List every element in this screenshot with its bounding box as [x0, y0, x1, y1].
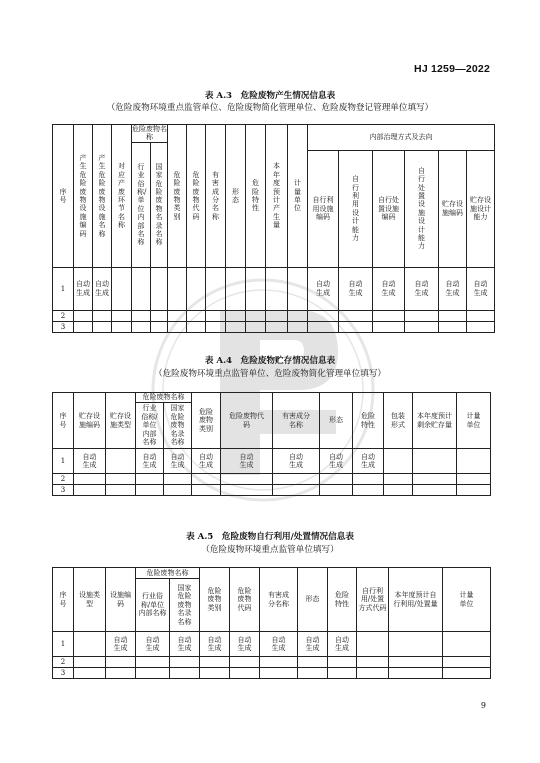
cell-text: 本年度预计剩余贮存量 — [417, 412, 452, 429]
header-catalog-name — [164, 403, 192, 449]
table-cell — [230, 632, 260, 657]
header-self-dispose-capacity — [405, 150, 439, 267]
table-cell: 1 — [53, 449, 74, 474]
header-facility-type — [74, 568, 106, 632]
cell-text: 自动生成 — [207, 635, 222, 652]
header-unit — [457, 393, 491, 449]
cell-text: 自动生成 — [305, 635, 320, 652]
header-annual — [389, 568, 443, 632]
cell-text: 国家危险废物名录名称 — [170, 404, 185, 447]
cell-text: 产生危险废物设施名称 — [98, 153, 106, 238]
cell-text: 自动生成 — [82, 452, 97, 469]
table-cell — [170, 657, 200, 668]
table-cell — [457, 474, 491, 485]
header-seq — [53, 125, 74, 268]
cell-text: 自动生成 — [113, 635, 128, 652]
table-cell — [200, 632, 230, 657]
table-cell — [405, 321, 439, 332]
table-cell — [168, 267, 187, 310]
table-cell — [439, 321, 467, 332]
header-stock — [413, 393, 457, 449]
table-cell — [93, 267, 112, 310]
cell-text: 自动生成 — [329, 452, 343, 469]
header-storage-code — [439, 150, 467, 267]
cell-text: 危险废物代码 — [192, 170, 200, 221]
cell-text: 贮存设施类型 — [110, 412, 131, 429]
header-industry-name — [132, 142, 151, 267]
table-cell — [221, 474, 273, 485]
header-harmful — [260, 568, 298, 632]
table-cell — [389, 632, 443, 657]
table-cell — [168, 321, 187, 332]
cell-text: 自动生成 — [271, 635, 286, 652]
table-cell — [389, 668, 443, 679]
table-cell — [136, 449, 164, 474]
table-cell — [443, 657, 491, 668]
cell-text: 自动生成 — [170, 452, 185, 469]
header-form: 形态 — [320, 393, 353, 449]
cell-text: 自动生成 — [95, 280, 109, 297]
table-cell — [273, 485, 320, 496]
table-cell — [132, 310, 151, 321]
table-cell — [206, 321, 226, 332]
page-number: 9 — [480, 701, 486, 710]
table-cell — [273, 449, 320, 474]
cell-text: 序号 — [59, 412, 67, 429]
header-category — [168, 125, 187, 268]
table-cell — [112, 267, 132, 310]
table-cell — [457, 449, 491, 474]
table-cell — [339, 267, 373, 310]
header-industry-name — [136, 579, 170, 632]
header-catalog-name — [151, 142, 168, 267]
table-cell — [93, 310, 112, 321]
table-cell: 1 — [53, 267, 74, 310]
table-a4-title: 表 A.4 危险废物贮存情况信息表 — [204, 356, 336, 366]
table-cell — [288, 321, 308, 332]
cell-text: 自行利用/处置方式代码 — [358, 586, 387, 612]
table-cell — [106, 657, 136, 668]
table-cell — [226, 310, 246, 321]
table-cell — [288, 267, 308, 310]
table-cell — [187, 267, 206, 310]
table-row — [53, 485, 491, 496]
header-self-use-capacity — [339, 150, 373, 267]
table-cell — [168, 310, 187, 321]
cell-text: 贮存设施编码 — [79, 412, 100, 429]
cell-text: 包装形式 — [391, 412, 405, 429]
table-cell — [357, 632, 389, 657]
table-cell — [308, 321, 339, 332]
table-cell — [266, 267, 288, 310]
table-cell — [164, 485, 192, 496]
table-cell — [74, 321, 93, 332]
cell-text: 自动生成 — [316, 280, 330, 297]
cell-text: 自动生成 — [361, 452, 375, 469]
table-row — [53, 632, 491, 657]
cell-text: 有害成分名称 — [268, 591, 289, 608]
table-cell — [266, 310, 288, 321]
table-cell — [170, 668, 200, 679]
table-a4 — [52, 392, 491, 496]
table-cell — [106, 485, 136, 496]
table-row — [53, 657, 491, 668]
table-cell — [405, 267, 439, 310]
table-cell — [384, 449, 413, 474]
cell-text: 本年度预计自行利用/处置量 — [393, 591, 438, 608]
cell-text: 计量单位 — [459, 591, 474, 608]
table-cell — [132, 321, 151, 332]
table-cell — [328, 657, 357, 668]
table-cell — [200, 657, 230, 668]
table-row — [53, 267, 495, 310]
table-cell — [136, 485, 164, 496]
table-cell — [226, 321, 246, 332]
table-cell — [373, 321, 405, 332]
header-annual-amount — [266, 125, 288, 268]
table-cell — [467, 321, 495, 332]
table-cell — [439, 310, 467, 321]
table-cell — [106, 449, 136, 474]
cell-text: 有害成分名称 — [212, 170, 219, 221]
table-cell — [443, 632, 491, 657]
header-category — [192, 393, 221, 449]
table-cell — [339, 310, 373, 321]
cell-text: 自动生成 — [381, 280, 396, 297]
cell-text: 自动生成 — [414, 280, 429, 297]
table-cell — [74, 474, 106, 485]
table-cell — [136, 668, 170, 679]
table-row — [53, 310, 495, 321]
table-cell — [170, 632, 200, 657]
table-cell — [221, 485, 273, 496]
header-harmful — [273, 393, 320, 449]
header-harmful — [206, 125, 226, 268]
table-cell — [93, 321, 112, 332]
table-row — [53, 449, 491, 474]
table-cell — [74, 449, 106, 474]
header-disposal-group: 内部治理方式及去向 — [308, 125, 495, 151]
header-self-dispose-code — [373, 150, 405, 267]
table-cell: 3 — [53, 485, 74, 496]
cell-text: 本年度预计产生量 — [273, 162, 280, 230]
cell-text: 危险特性 — [361, 412, 375, 429]
table-cell — [200, 668, 230, 679]
cell-text: 危险特性 — [335, 591, 349, 608]
cell-text: 自动生成 — [348, 280, 363, 297]
table-cell — [226, 267, 246, 310]
cell-text: 自动生成 — [142, 452, 157, 469]
table-cell — [373, 267, 405, 310]
table-cell — [246, 310, 266, 321]
header-category — [200, 568, 230, 632]
table-row — [53, 474, 491, 485]
table-cell — [457, 485, 491, 496]
table-cell — [320, 474, 353, 485]
table-cell — [298, 632, 328, 657]
cell-text: 危险废物类别 — [207, 586, 222, 612]
table-cell — [413, 474, 457, 485]
cell-text: 危险废物类别 — [199, 407, 213, 433]
cell-text: 设施类型 — [79, 591, 100, 608]
table-cell — [413, 449, 457, 474]
table-cell — [151, 321, 168, 332]
table-cell — [467, 310, 495, 321]
table-a3-title: 表 A.3 危险废物产生情况信息表 — [204, 91, 336, 101]
header-catalog-name — [170, 579, 200, 632]
table-cell — [357, 668, 389, 679]
table-cell: 2 — [53, 474, 74, 485]
table-cell: 2 — [53, 310, 74, 321]
cell-text: 自行利用设计能力 — [352, 175, 359, 243]
cell-text: 产生危险废物设施编码 — [79, 153, 87, 238]
table-cell — [112, 310, 132, 321]
table-row — [53, 668, 491, 679]
table-cell — [74, 310, 93, 321]
header-property — [328, 568, 357, 632]
table-cell — [384, 474, 413, 485]
header-waste-name-group: 危险废物名称 — [136, 393, 192, 403]
table-cell — [187, 310, 206, 321]
table-cell — [151, 310, 168, 321]
header-self-use-code — [308, 150, 339, 267]
header-facility-code — [74, 393, 106, 449]
cell-text: 自动生成 — [335, 635, 349, 652]
header-waste-name-group: 危险废物名称 — [136, 568, 200, 579]
table-cell — [373, 310, 405, 321]
cell-text: 自动生成 — [445, 280, 460, 297]
cell-text: 危险废物代码 — [229, 412, 264, 429]
table-cell: 1 — [53, 632, 74, 657]
table-cell — [405, 310, 439, 321]
table-cell — [192, 474, 221, 485]
table-cell — [74, 632, 106, 657]
table-cell — [136, 474, 164, 485]
table-cell — [112, 321, 132, 332]
header-seq — [53, 568, 74, 632]
document-id: HJ 1259—2022 — [414, 63, 490, 75]
table-cell — [308, 310, 339, 321]
table-cell — [266, 321, 288, 332]
table-row — [53, 321, 495, 332]
table-cell — [328, 632, 357, 657]
table-cell — [357, 657, 389, 668]
table-cell — [353, 485, 384, 496]
table-cell — [74, 668, 106, 679]
cell-text: 形态 — [232, 187, 239, 204]
table-cell — [260, 657, 298, 668]
table-cell — [136, 632, 170, 657]
header-storage-capacity — [467, 150, 495, 267]
table-cell: 3 — [53, 668, 74, 679]
cell-text: 国家危险废物名录名称 — [155, 162, 163, 247]
cell-text: 设施编码 — [110, 591, 131, 608]
cell-text: 自动生成 — [177, 635, 192, 652]
table-cell — [192, 449, 221, 474]
header-industry-name — [136, 403, 164, 449]
cell-text: 自动生成 — [473, 280, 488, 297]
cell-text: 自行利用设施编码 — [312, 196, 334, 222]
cell-text: 行业俗称/单位内部名称 — [137, 162, 147, 247]
table-a5-subtitle: （危险废物环境重点监管单位填写） — [201, 545, 339, 555]
table-cell — [443, 668, 491, 679]
table-cell — [328, 668, 357, 679]
cell-text: 贮存设施设计能力 — [470, 196, 492, 222]
cell-text: 序号 — [59, 187, 67, 204]
cell-text: 计量单位 — [294, 179, 301, 213]
cell-text: 危险废物代码 — [237, 586, 252, 612]
header-code — [221, 393, 273, 449]
cell-text: 自动生成 — [199, 452, 213, 469]
cell-text: 自动生成 — [237, 635, 252, 652]
table-cell — [413, 485, 457, 496]
cell-text: 自动生成 — [239, 452, 254, 469]
table-cell: 3 — [53, 321, 74, 332]
table-cell — [206, 310, 226, 321]
table-cell — [206, 267, 226, 310]
table-cell — [74, 267, 93, 310]
cell-text: 序号 — [59, 591, 67, 608]
header-code — [187, 125, 206, 268]
header-waste-name-group: 危险废物名称 — [132, 125, 167, 142]
table-cell — [246, 321, 266, 332]
table-cell — [136, 657, 170, 668]
cell-text: 国家危险废物名录名称 — [177, 583, 192, 626]
table-cell — [339, 321, 373, 332]
cell-text: 对应产废环节名称 — [118, 162, 125, 230]
header-property — [246, 125, 266, 268]
table-cell — [106, 474, 136, 485]
table-cell — [288, 310, 308, 321]
table-cell — [221, 449, 273, 474]
table-cell — [384, 485, 413, 496]
table-a5-title: 表 A.5 危险废物自行利用/处置情况信息表 — [186, 532, 354, 542]
table-cell — [230, 668, 260, 679]
header-code — [230, 568, 260, 632]
table-cell — [132, 267, 151, 310]
header-property — [353, 393, 384, 449]
cell-text: 自动生成 — [76, 280, 90, 297]
table-cell — [106, 632, 136, 657]
cell-text: 自动生成 — [289, 452, 303, 469]
header-facility-code — [74, 125, 93, 268]
cell-text: 行业俗称/单位内部名称 — [141, 404, 158, 447]
header-seq — [53, 393, 74, 449]
header-form — [226, 125, 246, 268]
table-cell — [74, 485, 106, 496]
table-cell — [353, 474, 384, 485]
table-cell — [353, 449, 384, 474]
cell-text: 贮存设施编码 — [442, 200, 463, 217]
table-cell — [192, 485, 221, 496]
cell-text: 危险废物类别 — [173, 170, 181, 221]
header-facility-type — [106, 393, 136, 449]
table-cell — [260, 668, 298, 679]
cell-text: 有害成分名称 — [282, 412, 310, 429]
table-cell — [439, 267, 467, 310]
cell-text: 计量单位 — [466, 412, 481, 429]
table-cell — [260, 632, 298, 657]
cell-text: 自动生成 — [145, 635, 160, 652]
header-package — [384, 393, 413, 449]
cell-text: 行业俗称/单位内部名称 — [138, 592, 167, 618]
header-method-code — [357, 568, 389, 632]
table-a3-subtitle: （危险废物环境重点监管单位、危险废物简化管理单位、危险废物登记管理单位填写） — [106, 103, 434, 113]
header-process-name — [112, 125, 132, 268]
table-cell — [273, 474, 320, 485]
cell-text: 自行处置设施编码 — [378, 196, 399, 222]
table-cell — [308, 267, 339, 310]
table-cell — [298, 668, 328, 679]
table-a5 — [52, 567, 491, 679]
table-cell — [151, 267, 168, 310]
header-facility-name — [93, 125, 112, 268]
header-unit — [288, 125, 308, 268]
table-cell — [106, 668, 136, 679]
table-cell — [230, 657, 260, 668]
header-form: 形态 — [298, 568, 328, 632]
header-facility-code — [106, 568, 136, 632]
table-cell — [164, 449, 192, 474]
table-cell — [246, 267, 266, 310]
table-cell — [320, 449, 353, 474]
header-unit — [443, 568, 491, 632]
table-cell — [187, 321, 206, 332]
table-a3 — [52, 124, 495, 333]
cell-text: 自行处置设施设计能力 — [418, 166, 425, 251]
table-cell — [298, 657, 328, 668]
table-cell — [467, 267, 495, 310]
table-a4-subtitle: （危险废物环境重点监管单位、危险废物简化管理单位填写） — [153, 369, 387, 379]
table-cell — [164, 474, 192, 485]
table-cell — [74, 657, 106, 668]
table-cell: 2 — [53, 657, 74, 668]
table-cell — [320, 485, 353, 496]
table-cell — [389, 657, 443, 668]
cell-text: 危险特性 — [252, 179, 259, 213]
